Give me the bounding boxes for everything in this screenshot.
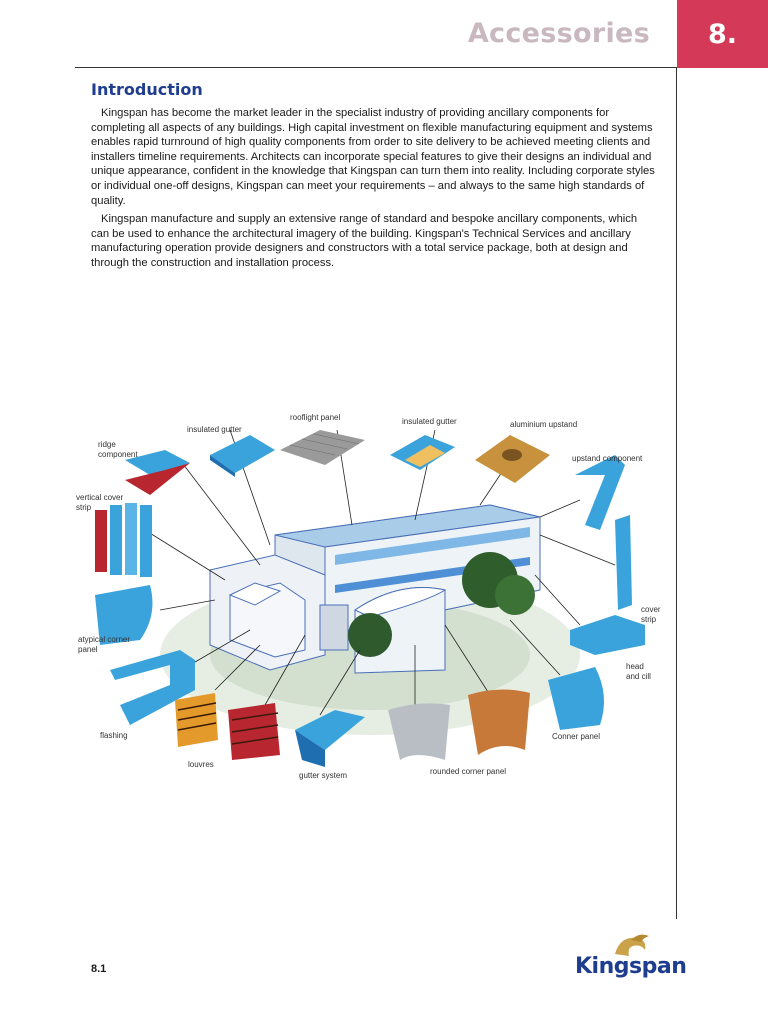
brand-name: Kingspan — [575, 954, 687, 979]
label-gutter-system: gutter system — [299, 771, 348, 780]
cover-strip-icon — [615, 515, 632, 610]
aluminium-upstand-icon — [475, 435, 550, 483]
label-insulated-gutter-left: insulated gutter — [187, 425, 242, 434]
intro-paragraph-1: Kingspan has become the market leader in the specialist industry of providing ancillary components for completing all aspects of any buildings. High capital investment on flexible manufacturing equipment and systems enables rapid turnround of high quality components from order to site delivery to be achieved meeting clients and installers timeline requirements. Architects can incorporate special features to give their designs an individual and unique appearance, confident in the knowledge that Kingspan can turn them into reality. Including corporate styles or individual one-off designs, Kingspan can meet your requirements – and always to the same high standards of quality. — [91, 107, 655, 207]
insulated-gutter-right-icon — [390, 435, 455, 470]
label-rooflight-panel: rooflight panel — [290, 413, 341, 422]
head-and-cill-icon — [570, 615, 645, 655]
label-aluminium-upstand: aluminium upstand — [510, 420, 578, 429]
accessories-diagram — [70, 405, 670, 785]
section-title: Accessories — [467, 18, 650, 49]
label-vertical-cover-strip: vertical cover strip — [76, 493, 124, 512]
intro-paragraph-2: Kingspan manufacture and supply an extensive range of standard and bespoke ancillary components, which can be used to enhance the architectural imagery of the building. Kingspan's Technical Services and ancillary manufacturing operation provide designers and constructors with a total service package, both at design and through the construction and installation process. — [91, 213, 638, 269]
label-upstand-component: upstand component — [572, 454, 643, 463]
label-conner-panel: Conner panel — [552, 732, 601, 741]
label-ridge-component: ridge component — [98, 440, 138, 459]
kingspan-logo — [575, 930, 685, 990]
label-flashing: flashing — [100, 731, 128, 740]
vertical-cover-strip-icon — [95, 503, 152, 577]
label-cover-strip: cover strip — [641, 605, 661, 624]
label-rounded-corner-panel: rounded corner panel — [430, 767, 507, 776]
margin-divider — [676, 67, 677, 919]
chapter-number: 8. — [677, 0, 768, 68]
rooflight-panel-icon — [280, 430, 365, 465]
page-number: 8.1 — [91, 963, 107, 975]
insulated-gutter-left-icon — [210, 435, 275, 477]
intro-body — [91, 106, 657, 275]
label-louvres: louvres — [188, 760, 214, 769]
label-atypical-corner-panel: atypical corner panel — [78, 635, 131, 654]
upstand-component-icon — [575, 455, 625, 530]
label-insulated-gutter-right: insulated gutter — [402, 417, 457, 426]
header-divider — [75, 67, 677, 68]
label-head-and-cill: head and cill — [626, 662, 651, 681]
intro-heading: Introduction — [91, 80, 203, 99]
